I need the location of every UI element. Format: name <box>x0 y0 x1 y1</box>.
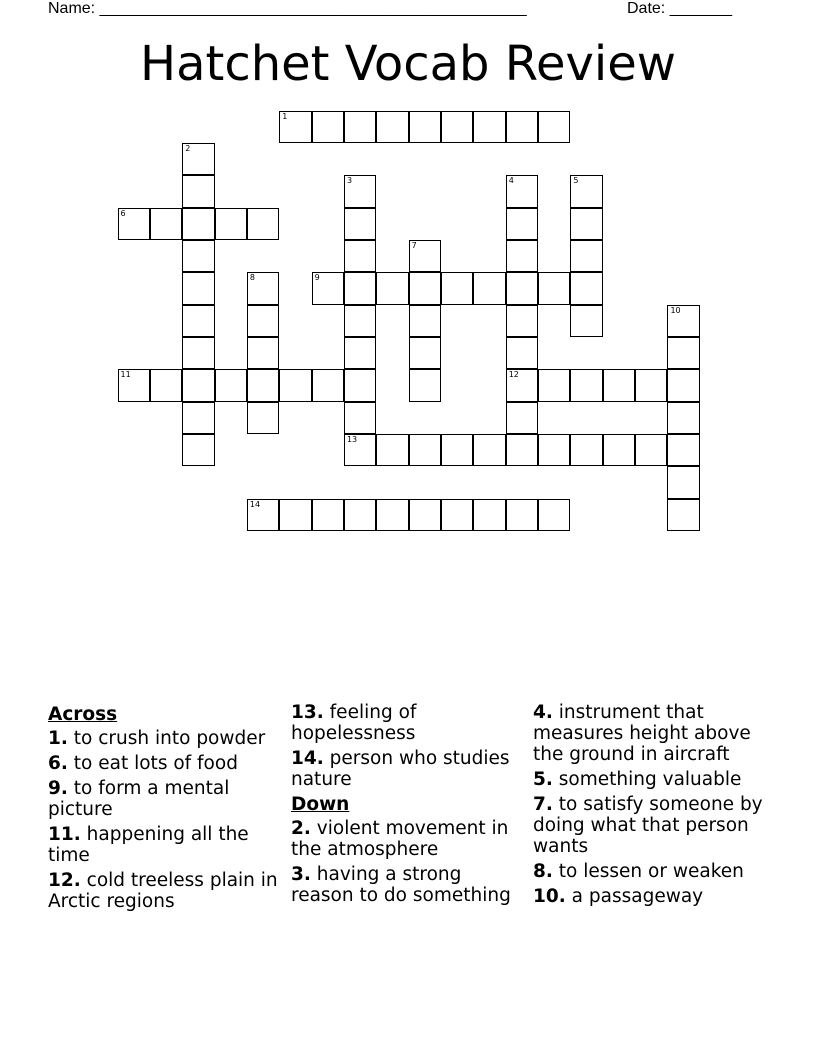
crossword-cell[interactable] <box>635 369 667 401</box>
clue-across-12 <box>48 870 280 912</box>
cell-number: 5 <box>573 176 579 186</box>
crossword-cell[interactable] <box>441 499 473 531</box>
clue-text: to lessen or weaken <box>558 861 744 882</box>
clue-across-1 <box>48 728 280 749</box>
clue-number: 13. <box>291 702 324 723</box>
crossword-cell[interactable] <box>344 208 376 240</box>
crossword-cell[interactable] <box>570 208 602 240</box>
cell-number: 9 <box>314 273 320 283</box>
crossword-cell[interactable] <box>506 240 538 272</box>
crossword-cell[interactable] <box>247 272 279 304</box>
crossword-cell[interactable] <box>344 402 376 434</box>
clue-across-9 <box>48 778 280 820</box>
clue-number: 9. <box>48 778 68 799</box>
clue-down-2 <box>291 818 523 860</box>
clue-across-14 <box>291 748 523 790</box>
crossword-cell[interactable] <box>667 369 699 401</box>
clue-down-8 <box>533 861 765 882</box>
crossword-cell[interactable] <box>570 369 602 401</box>
crossword-cell[interactable] <box>667 466 699 498</box>
clue-down-3 <box>291 864 523 906</box>
cell-number: 3 <box>346 176 353 186</box>
clue-text: to crush into powder <box>73 728 266 749</box>
crossword-cell[interactable] <box>182 337 214 369</box>
crossword-cell[interactable] <box>182 305 214 337</box>
clue-down-5 <box>533 769 765 790</box>
crossword-cell[interactable] <box>150 208 182 240</box>
crossword-cell[interactable] <box>182 272 214 304</box>
clue-text: something valuable <box>558 769 742 790</box>
crossword-cell[interactable] <box>344 111 376 143</box>
crossword-cell[interactable] <box>635 434 667 466</box>
crossword-cell[interactable] <box>506 402 538 434</box>
crossword-cell[interactable] <box>344 337 376 369</box>
crossword-cell[interactable] <box>182 434 214 466</box>
crossword-cell[interactable] <box>570 305 602 337</box>
crossword-cell[interactable] <box>376 499 408 531</box>
clue-column-2 <box>291 702 523 910</box>
crossword-cell[interactable] <box>441 434 473 466</box>
crossword-cell[interactable] <box>376 272 408 304</box>
clue-across-11 <box>48 824 280 866</box>
crossword-cell[interactable] <box>473 111 505 143</box>
crossword-cell[interactable] <box>312 111 344 143</box>
clue-text: happening all the time <box>48 824 249 866</box>
crossword-cell[interactable] <box>118 208 150 240</box>
clue-number: 10. <box>533 886 566 907</box>
cell-number: 6 <box>120 208 126 218</box>
crossword-cell[interactable] <box>182 240 214 272</box>
down-heading: Down <box>291 794 350 815</box>
crossword-cell[interactable] <box>409 499 441 531</box>
crossword-cell[interactable] <box>667 402 699 434</box>
clue-text: to eat lots of food <box>73 753 238 774</box>
crossword-cell[interactable] <box>667 499 699 531</box>
crossword-cell[interactable] <box>247 369 279 401</box>
crossword-cell[interactable] <box>182 175 214 207</box>
crossword-cell[interactable] <box>279 111 311 143</box>
crossword-cell[interactable] <box>538 369 570 401</box>
crossword-cell[interactable] <box>118 369 150 401</box>
crossword-cell[interactable] <box>312 369 344 401</box>
crossword-cell[interactable] <box>182 402 214 434</box>
crossword-cell[interactable] <box>344 369 376 401</box>
clue-text: violent movement in the atmosphere <box>291 818 509 860</box>
clue-number: 3. <box>291 864 311 885</box>
cell-number: 13 <box>346 435 358 444</box>
crossword-cell[interactable] <box>344 434 376 466</box>
crossword-cell[interactable] <box>344 272 376 304</box>
clue-number: 1. <box>48 728 68 749</box>
crossword-cell[interactable] <box>506 111 538 143</box>
clue-text: having a strong reason to do something <box>291 864 511 906</box>
crossword-cell[interactable] <box>182 143 214 175</box>
crossword-cell[interactable] <box>247 208 279 240</box>
crossword-cell[interactable] <box>182 208 214 240</box>
clue-number: 2. <box>291 818 311 839</box>
clue-number: 6. <box>48 753 68 774</box>
crossword-cell[interactable] <box>150 369 182 401</box>
clue-number: 8. <box>533 861 553 882</box>
crossword-cell[interactable] <box>441 272 473 304</box>
crossword-cell[interactable] <box>538 272 570 304</box>
clue-across-6 <box>48 753 280 774</box>
crossword-cell[interactable] <box>538 111 570 143</box>
crossword-cell[interactable] <box>506 175 538 207</box>
clue-text: a passageway <box>571 886 704 907</box>
crossword-cell[interactable] <box>312 272 344 304</box>
crossword-cell[interactable] <box>667 434 699 466</box>
crossword-cell[interactable] <box>538 499 570 531</box>
crossword-cell[interactable] <box>570 175 602 207</box>
cell-number: 4 <box>508 176 514 186</box>
crossword-cell[interactable] <box>215 208 247 240</box>
clue-column-1 <box>48 702 280 916</box>
clue-number: 5. <box>533 769 553 790</box>
crossword-cell[interactable] <box>344 175 376 207</box>
cell-number: 11 <box>120 370 131 380</box>
clue-number: 12. <box>48 870 81 891</box>
crossword-cell[interactable] <box>441 111 473 143</box>
crossword-cell[interactable] <box>344 240 376 272</box>
clue-text: to form a mental picture <box>48 778 230 820</box>
crossword-cell[interactable] <box>409 240 441 272</box>
crossword-cell[interactable] <box>473 434 505 466</box>
crossword-cell[interactable] <box>570 240 602 272</box>
cell-number: 7 <box>411 240 417 250</box>
crossword-cell[interactable] <box>182 369 214 401</box>
crossword-cell[interactable] <box>247 402 279 434</box>
cell-number: 1 <box>282 111 288 121</box>
across-heading: Across <box>48 704 118 725</box>
clue-number: 14. <box>291 748 324 769</box>
clue-down-7 <box>533 794 765 857</box>
page-title: Hatchet Vocab Review <box>139 36 676 92</box>
cell-number: 14 <box>249 499 261 509</box>
cell-number: 10 <box>670 305 681 315</box>
crossword-cell[interactable] <box>279 369 311 401</box>
crossword-cell[interactable] <box>247 499 279 531</box>
crossword-cell[interactable] <box>247 305 279 337</box>
crossword-cell[interactable] <box>409 111 441 143</box>
crossword-cell[interactable] <box>312 499 344 531</box>
crossword-cell[interactable] <box>506 369 538 401</box>
crossword-cell[interactable] <box>667 305 699 337</box>
crossword-cell[interactable] <box>409 369 441 401</box>
crossword-cell[interactable] <box>506 337 538 369</box>
crossword-cell[interactable] <box>570 434 602 466</box>
crossword-cell[interactable] <box>279 499 311 531</box>
date-field-label: Date: _______ <box>627 0 732 17</box>
crossword-cell[interactable] <box>506 208 538 240</box>
crossword-cell[interactable] <box>603 434 635 466</box>
clue-text: cold treeless plain in Arctic regions <box>48 870 278 912</box>
crossword-cell[interactable] <box>409 305 441 337</box>
crossword-cell[interactable] <box>506 305 538 337</box>
crossword-cell[interactable] <box>344 499 376 531</box>
crossword-cell[interactable] <box>506 434 538 466</box>
clue-number: 11. <box>48 824 81 845</box>
clue-text: to satisfy someone by doing what that person wants <box>533 794 763 857</box>
crossword-cell[interactable] <box>473 499 505 531</box>
name-field-label: Name: ________________________________________________ <box>48 0 527 17</box>
clue-text: instrument that measures height above the ground in aircraft <box>533 702 751 765</box>
crossword-cell[interactable] <box>409 337 441 369</box>
crossword-cell[interactable] <box>409 434 441 466</box>
crossword-cell[interactable] <box>506 272 538 304</box>
crossword-cell[interactable] <box>538 434 570 466</box>
crossword-cell[interactable] <box>247 337 279 369</box>
crossword-cell[interactable] <box>473 272 505 304</box>
crossword-cell[interactable] <box>409 272 441 304</box>
clue-number: 7. <box>533 794 553 815</box>
crossword-cell[interactable] <box>506 499 538 531</box>
clue-number: 4. <box>533 702 553 723</box>
cell-number: 2 <box>185 143 191 153</box>
clue-across-13 <box>291 702 523 744</box>
crossword-cell[interactable] <box>376 111 408 143</box>
cell-number: 12 <box>508 370 519 380</box>
clue-down-10 <box>533 886 765 907</box>
crossword-cell[interactable] <box>376 434 408 466</box>
clue-down-4 <box>533 702 765 765</box>
crossword-cell[interactable] <box>570 272 602 304</box>
clue-column-3 <box>533 702 765 911</box>
crossword-cell[interactable] <box>603 369 635 401</box>
clue-text: feeling of hopelessness <box>291 702 417 744</box>
crossword-cell[interactable] <box>215 369 247 401</box>
cell-number: 8 <box>249 273 255 283</box>
crossword-cell[interactable] <box>344 305 376 337</box>
clue-text: person who studies nature <box>291 748 510 790</box>
crossword-cell[interactable] <box>667 337 699 369</box>
